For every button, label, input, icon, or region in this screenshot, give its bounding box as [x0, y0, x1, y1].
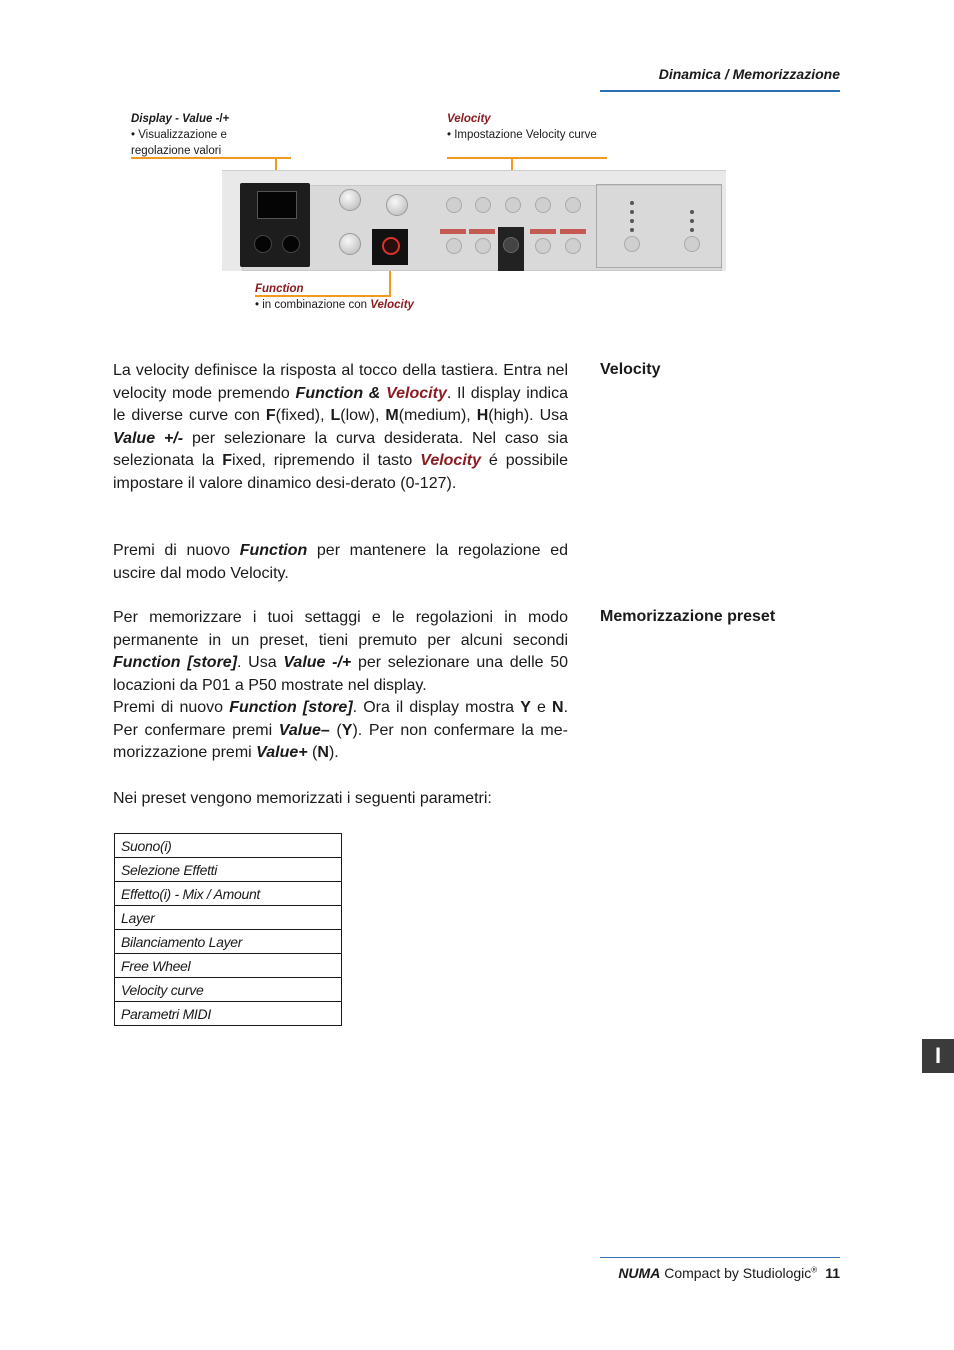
footer-reg-mark: ®: [811, 1265, 818, 1275]
table-row: [115, 978, 342, 1002]
table-row: [115, 1002, 342, 1026]
velocity-paragraph-1: [113, 360, 568, 495]
table-cell: Effetto(i) - Mix / Amount: [115, 882, 342, 906]
display-value-section: [240, 183, 310, 267]
text-span: (fixed),: [275, 407, 331, 424]
callout-display: [131, 111, 229, 159]
bold-letter: N: [552, 699, 564, 716]
function-button: [372, 229, 408, 265]
velocity-button-cap: [503, 237, 519, 253]
text-span: per mantenere la regolazione ed uscire dal modo Velocity.: [113, 542, 568, 582]
callout-velocity-rule: [447, 157, 607, 159]
term-velocity: Velocity: [386, 384, 447, 402]
bold-letter: F: [265, 407, 276, 424]
callout-velocity-title: Velocity: [447, 113, 491, 125]
text-span: . Ora il display mostra: [352, 699, 521, 716]
table-cell: Velocity curve: [115, 978, 342, 1002]
callout-velocity-line1: • Impostazione Velocity curve: [447, 129, 597, 141]
sound-button: [446, 197, 462, 213]
footer-brand: NUMA: [618, 1265, 661, 1281]
text-span: e: [530, 699, 552, 716]
led-display: [257, 191, 297, 219]
footer: [618, 1265, 840, 1281]
panel-red-label: [440, 229, 466, 234]
parameter-table: [114, 833, 342, 1026]
table-cell: Free Wheel: [115, 954, 342, 978]
status-led-icon: [630, 210, 634, 214]
bold-letter: M: [385, 407, 399, 424]
sound-button: [475, 197, 491, 213]
callout-function-title: Function: [255, 283, 304, 295]
callout-function-rule: [255, 295, 391, 297]
velocity-paragraph-2: [113, 540, 568, 585]
status-led-icon: [690, 210, 694, 214]
store-paragraph-1: [113, 607, 568, 697]
bold-letter: Y: [520, 699, 531, 716]
text-span: Premi di nuovo: [113, 699, 230, 716]
header-rule: [600, 90, 840, 92]
table-cell: Parametri MIDI: [115, 1002, 342, 1026]
callout-function-line1-em: Velocity: [370, 299, 414, 311]
sound-button: [505, 197, 521, 213]
term-function-store: Function [store]: [113, 654, 238, 671]
callout-display-line1: • Visualizzazione e: [131, 129, 227, 141]
sound-button: [535, 238, 551, 254]
callout-display-rule: [131, 157, 291, 159]
balance-knob: [339, 189, 361, 211]
status-led-icon: [630, 219, 634, 223]
select-button: [624, 236, 640, 252]
panel-red-label: [530, 229, 556, 234]
status-led-icon: [690, 219, 694, 223]
page-number: 11: [825, 1265, 840, 1281]
value-plus-button: [282, 235, 300, 253]
footer-rule: [600, 1257, 840, 1258]
status-led-icon: [630, 201, 634, 205]
store-paragraph-3: Nei preset vengono memorizzati i seguenti parametri:: [113, 790, 492, 807]
volume-knob: [339, 233, 361, 255]
table-cell: Bilanciamento Layer: [115, 930, 342, 954]
modulation-reverb-section: [596, 184, 722, 268]
section-heading-velocity: Velocity: [600, 361, 661, 378]
text-span: é possibile impostare il valore dinamico desi-derato (0-127).: [113, 452, 568, 492]
sound-button: [565, 238, 581, 254]
table-row: [115, 834, 342, 858]
bold-letter: Y: [341, 721, 353, 739]
term-value-minus: Value–: [278, 721, 330, 739]
footer-product: Compact by Studiologic: [660, 1265, 812, 1281]
table-row: [115, 930, 342, 954]
sound-button: [535, 197, 551, 213]
running-header: Dinamica / Memorizzazione: [658, 66, 840, 82]
callout-display-line2: regolazione valori: [131, 145, 222, 157]
panel-red-label: [469, 229, 495, 234]
text-span: (low),: [340, 407, 386, 424]
bold-letter: F: [222, 452, 233, 469]
text-span: (: [329, 721, 342, 739]
value-minus-button: [254, 235, 272, 253]
text-span: (: [307, 744, 318, 761]
term-function-store: Function [store]: [229, 699, 353, 716]
text-span: ixed, ripremendo il tasto: [232, 452, 421, 469]
term-function: Function &: [295, 384, 381, 402]
table-cell: Layer: [115, 906, 342, 930]
table-cell: Suono(i): [115, 834, 342, 858]
table-row: [115, 906, 342, 930]
text-span: (high). Usa: [488, 407, 569, 424]
function-led-icon: [382, 237, 400, 255]
bold-letter: N: [317, 744, 329, 761]
store-paragraph-2: [113, 697, 568, 765]
section-heading-store: Memorizzazione preset: [600, 608, 776, 625]
status-led-icon: [690, 228, 694, 232]
select-button: [684, 236, 700, 252]
callout-function-line1: • in combinazione con: [255, 299, 371, 311]
text-span: (medium),: [398, 407, 477, 424]
text-span: Premi di nuovo: [113, 542, 240, 559]
term-function: Function: [239, 542, 308, 559]
table-cell: Selezione Effetti: [115, 858, 342, 882]
sound-button: [475, 238, 491, 254]
table-row: [115, 858, 342, 882]
term-value: Value -/+: [283, 654, 352, 671]
text-span: La velocity definisce la risposta al tocco della tastiera. Entra nel velocity mode premendo: [113, 362, 568, 402]
text-span: . Il display indica le diverse curve con: [113, 384, 569, 424]
callout-display-title: Display - Value: [131, 113, 213, 125]
text-span: per selezionare una delle 50 locazioni da P01 a P50 mostrate nel display.: [113, 654, 569, 694]
sound-button: [446, 238, 462, 254]
panel-red-label: [560, 229, 586, 234]
table-row: [115, 954, 342, 978]
text-span: ).: [328, 744, 339, 761]
text-span: Per memorizzare i tuoi settaggi e le regolazioni in modo permanente in un preset, tieni premuto per alcuni secondi: [113, 609, 568, 649]
callout-display-title-suffix: -/+: [212, 113, 230, 125]
bold-letter: L: [330, 407, 341, 424]
text-span: ). Per non confermare la me-morizzazione premi: [113, 721, 568, 761]
status-led-icon: [630, 228, 634, 232]
pedal-jack-icon: [386, 194, 408, 216]
term-value: Value +/-: [113, 429, 184, 447]
text-span: per selezionare la curva desiderata. Nel caso sia selezionata la: [113, 429, 569, 469]
sound-button: [565, 197, 581, 213]
text-span: . Usa: [237, 654, 284, 671]
table-row: [115, 882, 342, 906]
text-span: . Per confermare premi: [113, 699, 569, 739]
language-tab: I: [922, 1039, 954, 1073]
term-value-plus: Value+: [256, 744, 308, 761]
bold-letter: H: [476, 407, 489, 424]
term-velocity: Velocity: [420, 452, 481, 469]
callout-velocity: [447, 111, 597, 143]
velocity-button: [498, 227, 524, 271]
